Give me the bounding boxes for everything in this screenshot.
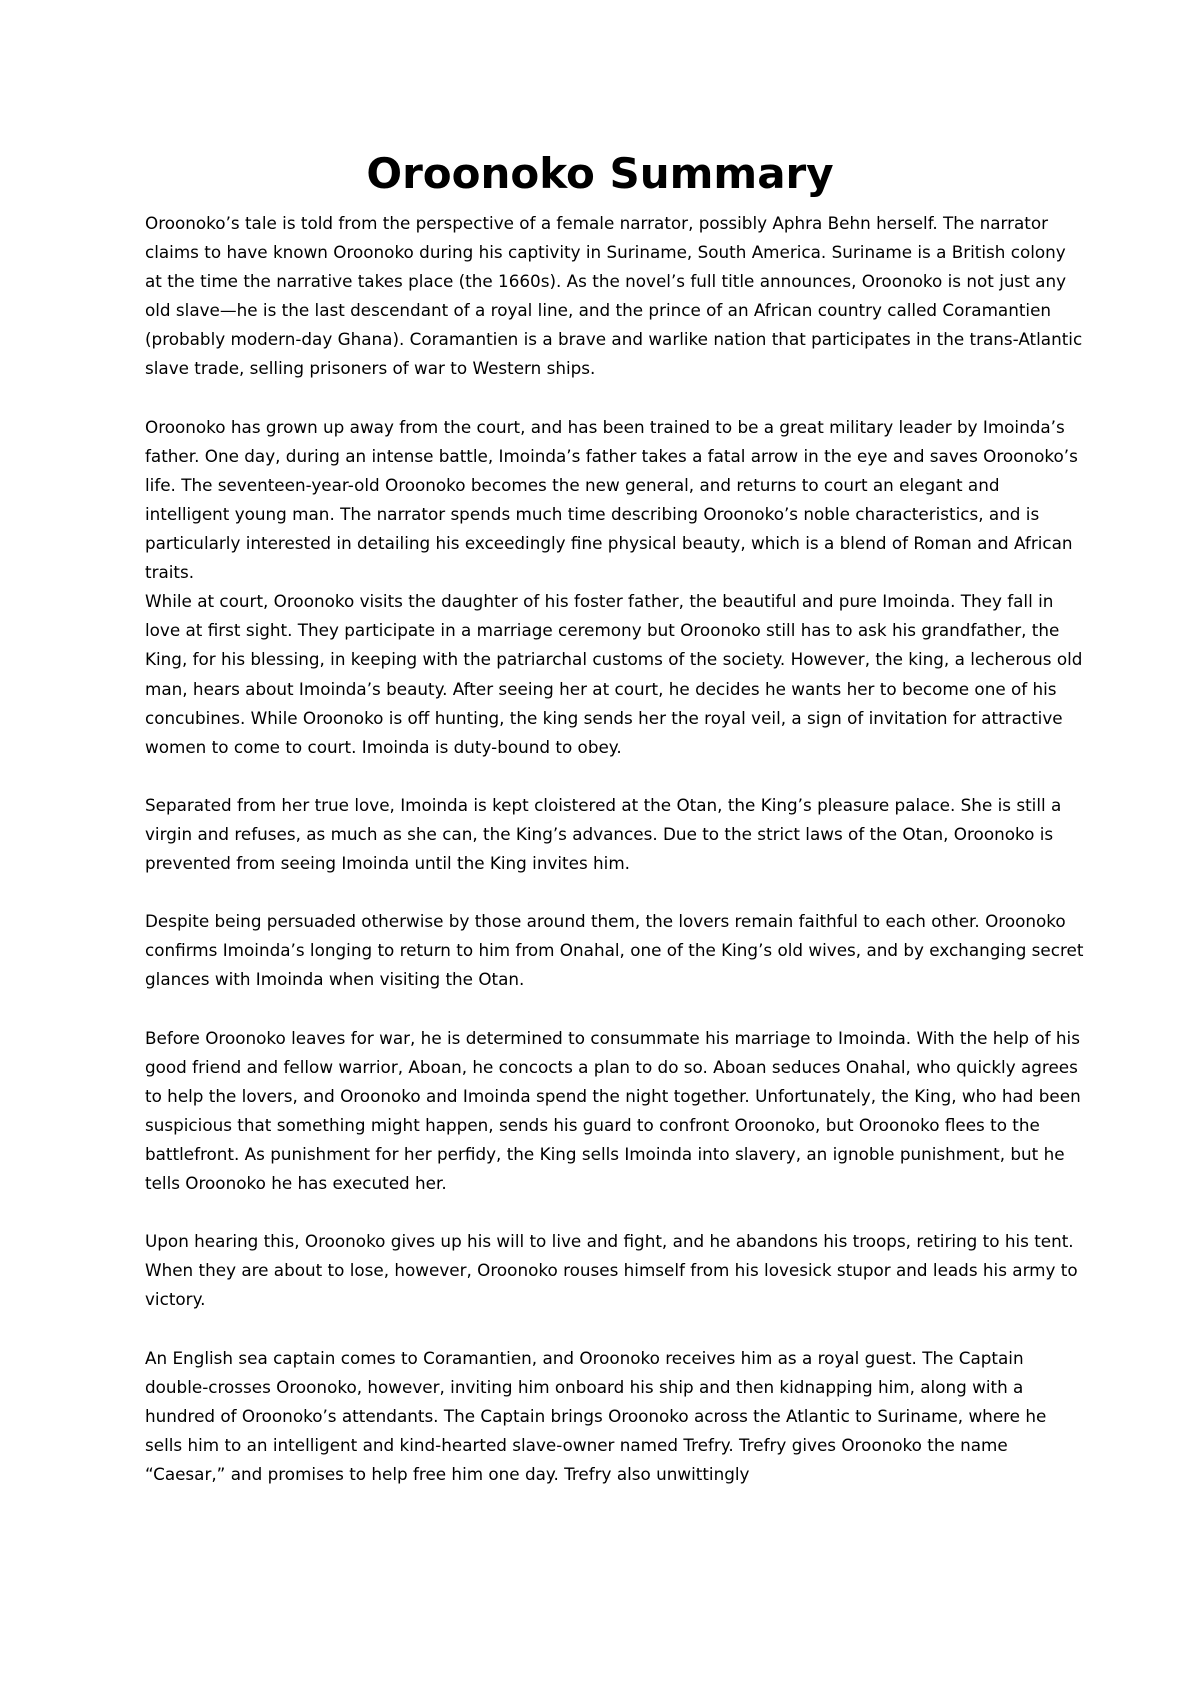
document-title: Oroonoko Summary	[366, 149, 834, 198]
paragraph-2: Oroonoko has grown up away from the court, and has been trained to be a great military leader by Imoinda’s father. One day, during an intense battle, Imoinda’s father takes a fatal arrow in the eye and saves Oroonoko’s life. The seventeen-year-old Oroonoko becomes the new general, and returns to court an elegant and intelligent young man. The narrator spends much time describing Oroonoko’s noble characteristics, and is particularly interested in detailing his exceedingly fine physical beauty, which is a blend of Roman and African traits.	[145, 416, 1078, 583]
paragraph-6: Before Oroonoko leaves for war, he is determined to consummate his marriage to Imoinda. With the help of his good friend and fellow warrior, Aboan, he concocts a plan to do so. Aboan seduces Onahal, who quickly agrees to help the lovers, and Oroonoko and Imoinda spend the night together. Unfortunately, the King, who had been suspicious that something might happen, sends his guard to confront Oroonoko, but Oroonoko flees to the battlefront. As punishment for her perfidy, the King sells Imoinda into slavery, an ignoble punishment, but he tells Oroonoko he has executed her.	[145, 1027, 1081, 1194]
paragraph-1: Oroonoko’s tale is told from the perspective of a female narrator, possibly Aphra Behn herself. The narrator claims to have known Oroonoko during his captivity in Suriname, South America. Suriname is a British colony at the time the narrative takes place (the 1660s). As the novel’s full title announces, Oroonoko is not just any old slave—he is the last descendant of a royal line, and the prince of an African country called Coramantien (probably modern-day Ghana). Coramantien is a brave and warlike nation that participates in the trans-Atlantic slave trade, selling prisoners of war to Western ships.	[145, 213, 1083, 379]
paragraph-7: Upon hearing this, Oroonoko gives up his will to live and fight, and he abandons his troops, retiring to his tent. When they are about to lose, however, Oroonoko rouses himself from his lovesick stupor and leads his army to victory.	[145, 1231, 1078, 1310]
paragraph-5: Despite being persuaded otherwise by those around them, the lovers remain faithful to each other. Oroonoko confirms Imoinda’s longing to return to him from Onahal, one of the King’s old wives, and by exchanging secret glances with Imoinda when visiting the Otan.	[145, 911, 1084, 990]
document-body	[145, 209, 1085, 1489]
paragraph-8: An English sea captain comes to Coramantien, and Oroonoko receives him as a royal guest. The Captain double-crosses Oroonoko, however, inviting him onboard his ship and then kidnapping him, along with a hundred of Oroonoko’s attendants. The Captain brings Oroonoko across the Atlantic to Suriname, where he sells him to an intelligent and kind-hearted slave-owner named Trefry. Trefry gives Oroonoko the name “Caesar,” and promises to help free him one day. Trefry also unwittingly	[145, 1347, 1047, 1485]
paragraph-3: While at court, Oroonoko visits the daughter of his foster father, the beautiful and pure Imoinda. They fall in love at first sight. They participate in a marriage ceremony but Oroonoko still has to ask his grandfather, the King, for his blessing, in keeping with the patriarchal customs of the society. However, the king, a lecherous old man, hears about Imoinda’s beauty. After seeing her at court, he decides he wants her to become one of his concubines. While Oroonoko is off hunting, the king sends her the royal veil, a sign of invitation for attractive women to come to court. Imoinda is duty-bound to obey.	[145, 591, 1083, 757]
paragraph-4: Separated from her true love, Imoinda is kept cloistered at the Otan, the King’s pleasure palace. She is still a virgin and refuses, as much as she can, the King’s advances. Due to the strict laws of the Otan, Oroonoko is prevented from seeing Imoinda until the King invites him.	[145, 794, 1062, 874]
